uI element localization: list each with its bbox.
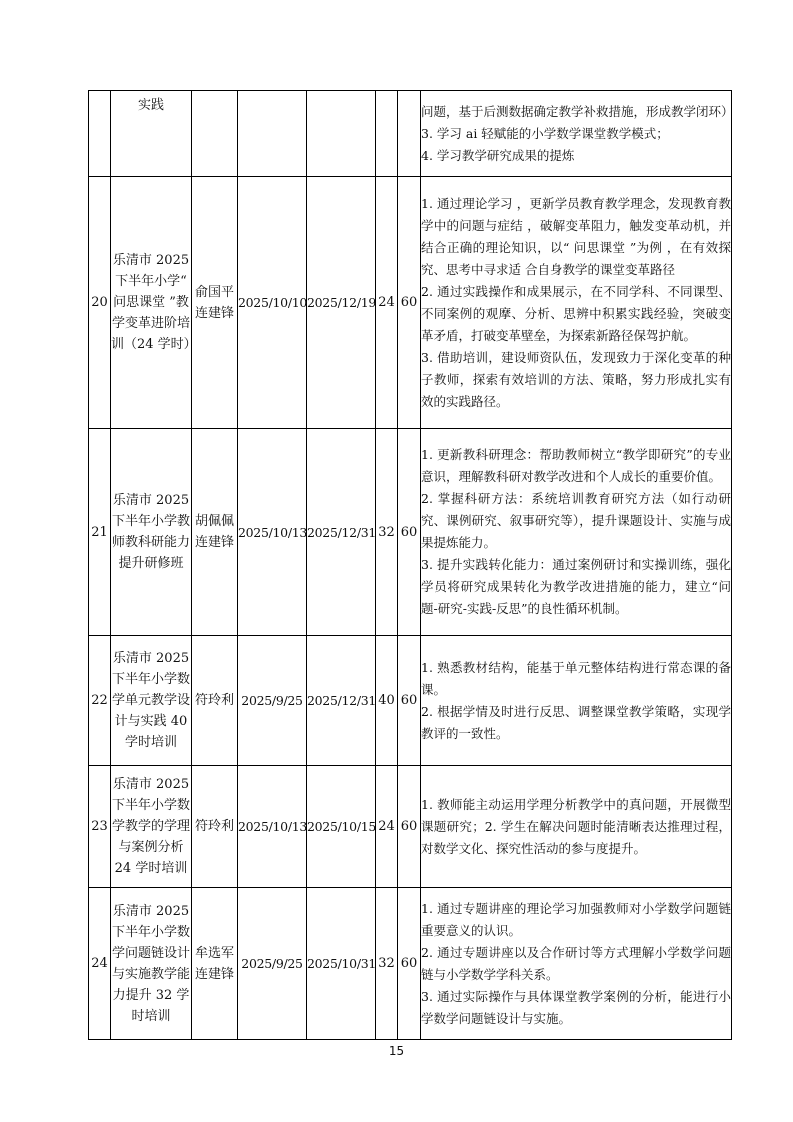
table-row (89, 888, 732, 1040)
goal-text: 3. 学习 ai 轻赋能的小学数学课堂教学模式； (421, 125, 669, 141)
goal-text: 2. 掌握科研方法：系统培训教育研究方法（如行动研究、课例研究、叙事研究等），提升课题设计、实施与成果提炼能力。 (421, 491, 731, 550)
credit-hours: 32 (376, 429, 398, 636)
start-date: 2025/9/25 (238, 636, 307, 766)
training-goals (421, 177, 732, 429)
course-lead: 符玲利 (192, 636, 238, 766)
participant-count: 60 (398, 429, 421, 636)
credit-hours: 24 (376, 766, 398, 888)
goal-text: 1. 更新教科研理念：帮助教师树立“教学即研究”的专业意识，理解教科研对教学改进和个人成长的重要价值。 (421, 447, 731, 484)
row-number: 24 (89, 888, 111, 1040)
training-goals (421, 429, 732, 636)
credit-hours: 24 (376, 177, 398, 429)
end-date: 2025/10/15 (307, 766, 376, 888)
goal-text: 1. 通过理论学习 ，更新学员教育教学理念，发现教育教学中的问题与症结 ，破解变革阻力，触发变革动机，并结合正确的理论知识，以“ 问思课堂 ”为例 ，在有效探究、思考中寻求适 合自身教学的课堂变革路径 (421, 195, 731, 277)
goal-text: 1. 教师能主动运用学理分析教学中的真问题，开展微型课题研究；2. 学生在解决问题时能清晰表达推理过程，对数学文化、探究性活动的参与度提升。 (421, 796, 731, 856)
table-row (89, 429, 732, 636)
end-date: 2025/12/31 (307, 636, 376, 766)
participant-count (398, 91, 421, 177)
course-name: 乐清市 2025 下半年小学教师教科研能力提升研修班 (111, 429, 192, 636)
table-row (89, 91, 732, 177)
training-schedule-table (88, 90, 732, 1040)
course-name: 乐清市 2025 下半年小学“ 问思课堂 ”教学变革进阶培训（24 学时） (111, 177, 192, 429)
course-lead: 俞国平 连建锋 (192, 177, 238, 429)
start-date: 2025/9/25 (238, 888, 307, 1040)
start-date: 2025/10/13 (238, 429, 307, 636)
training-goals (421, 91, 732, 177)
participant-count: 60 (398, 177, 421, 429)
goal-text: 2. 通过专题讲座以及合作研讨等方式理解小学数学问题链与小学数学学科关系。 (421, 944, 731, 982)
end-date (307, 91, 376, 177)
start-date (238, 91, 307, 177)
course-lead: 牟选军 连建锋 (192, 888, 238, 1040)
end-date: 2025/12/31 (307, 429, 376, 636)
course-lead: 胡佩佩 连建锋 (192, 429, 238, 636)
course-name: 实践 (111, 91, 192, 177)
start-date: 2025/10/10 (238, 177, 307, 429)
credit-hours: 40 (376, 636, 398, 766)
training-goals (421, 636, 732, 766)
participant-count: 60 (398, 636, 421, 766)
credit-hours: 32 (376, 888, 398, 1040)
start-date: 2025/10/13 (238, 766, 307, 888)
row-number: 21 (89, 429, 111, 636)
row-number: 22 (89, 636, 111, 766)
course-name: 乐清市 2025 下半年小学数学单元教学设计与实践 40 学时培训 (111, 636, 192, 766)
goal-text: 3. 通过实际操作与具体课堂教学案例的分析，能进行小学数学问题链设计与实施。 (421, 988, 731, 1026)
course-name: 乐清市 2025 下半年小学数学问题链设计与实施教学能力提升 32 学时培训 (111, 888, 192, 1040)
goal-text: 4. 学习教学研究成果的提炼 (421, 147, 575, 163)
page-number: 15 (388, 1044, 405, 1058)
table-row (89, 766, 732, 888)
row-number: 23 (89, 766, 111, 888)
goal-text: 2. 通过实践操作和成果展示，在不同学科、不同课型、不同案例的观摩、分析、思辨中积累实践经验，突破变革矛盾，打破变革壁垒，为探索新路径保驾护航。 (421, 283, 731, 343)
credit-hours (376, 91, 398, 177)
course-lead: 符玲利 (192, 766, 238, 888)
table-row (89, 177, 732, 429)
row-number: 20 (89, 177, 111, 429)
training-goals (421, 766, 732, 888)
training-goals (421, 888, 732, 1040)
goal-text: 1. 通过专题讲座的理论学习加强教师对小学数学问题链重要意义的认识。 (421, 900, 731, 938)
participant-count: 60 (398, 766, 421, 888)
goal-text: 3. 借助培训，建设师资队伍，发现致力于深化变革的种子教师，探索有效培训的方法、策略，努力形成扎实有效的实践路径。 (421, 349, 731, 409)
course-lead (192, 91, 238, 177)
goal-text: 问题，基于后测数据确定教学补救措施，形成教学闭环） (421, 103, 734, 119)
course-name: 乐清市 2025 下半年小学数学教学的学理与案例分析 24 学时培训 (111, 766, 192, 888)
goal-text: 3. 提升实践转化能力：通过案例研讨和实操训练，强化学员将研究成果转化为教学改进措施的能力，建立“问题-研究-实践-反思”的良性循环机制。 (421, 557, 731, 616)
end-date: 2025/12/19 (307, 177, 376, 429)
goal-text: 2. 根据学情及时进行反思、调整课堂教学策略，实现学教评的一致性。 (421, 703, 731, 741)
participant-count: 60 (398, 888, 421, 1040)
row-number (89, 91, 111, 177)
table-row (89, 636, 732, 766)
goal-text: 1. 熟悉教材结构，能基于单元整体结构进行常态课的备课。 (421, 659, 731, 697)
end-date: 2025/10/31 (307, 888, 376, 1040)
